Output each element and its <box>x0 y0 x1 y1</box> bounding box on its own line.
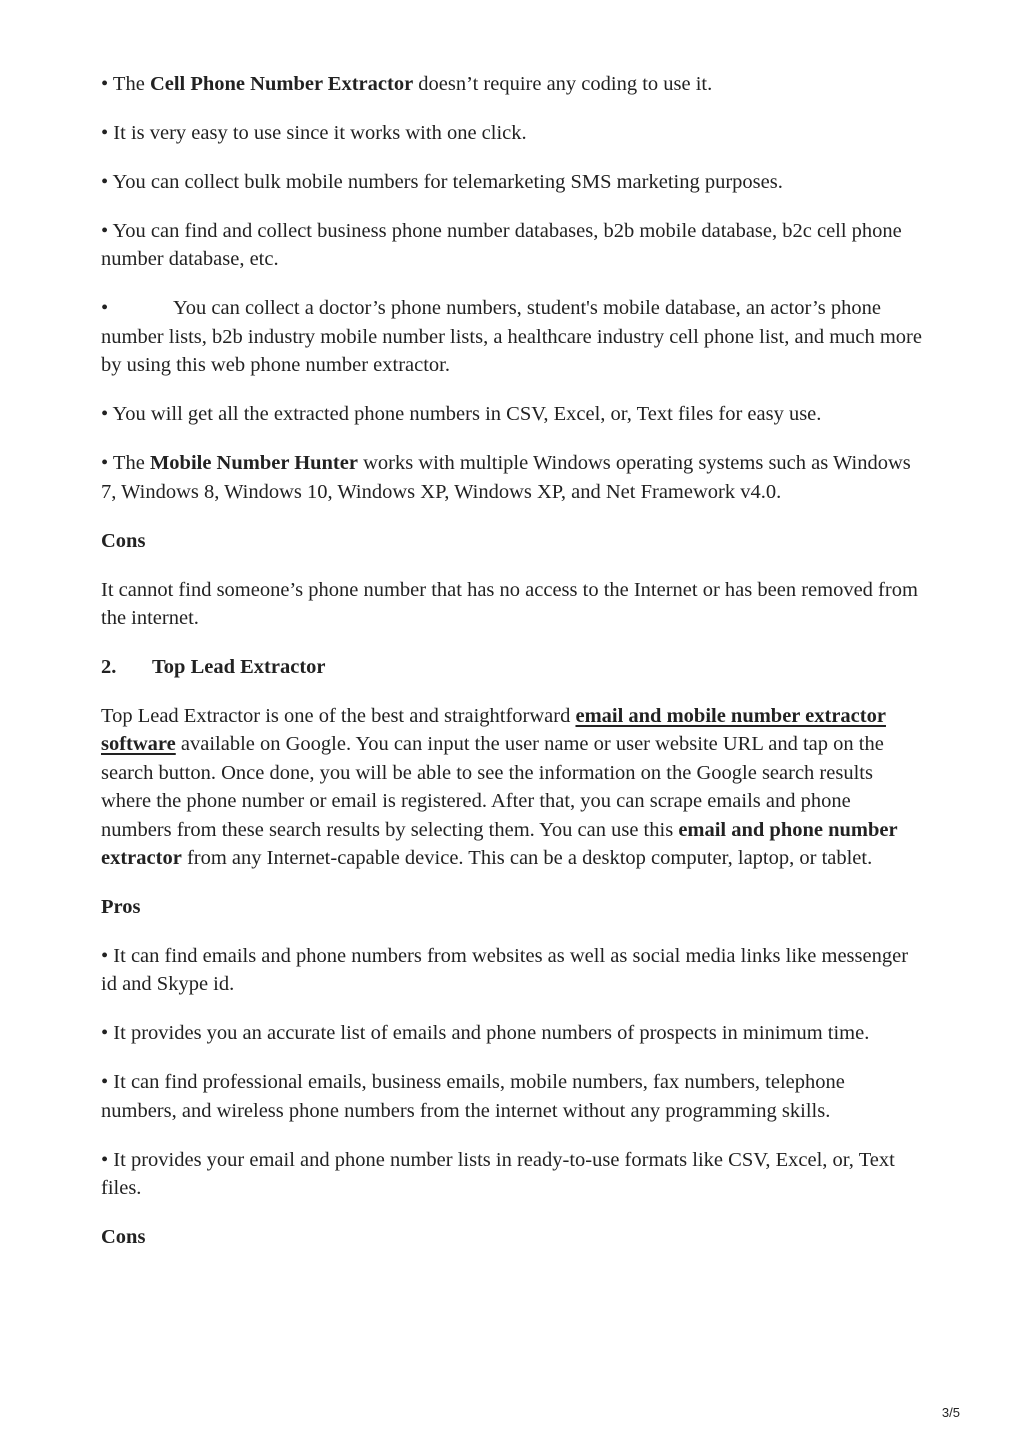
bold-term: email and phone number extractor <box>101 818 898 870</box>
bullet-text: You can collect a doctor’s phone numbers, student's mobile database, an actor’s phone number lists, b2b industry mobile number lists, a healthcare industry cell phone list, and much more by using this web phone number extractor. <box>101 297 922 377</box>
bullet-paragraph-1 <box>101 70 923 98</box>
bullet-paragraph-6: • You will get all the extracted phone numbers in CSV, Excel, or, Text files for easy use. <box>101 403 822 426</box>
text-prefix: • The <box>101 73 150 95</box>
text-prefix: • The <box>101 452 150 475</box>
intro-text-1: Top Lead Extractor is one of the best and straightforward <box>101 705 576 728</box>
bullet-marker: • <box>101 297 109 320</box>
intro-text-2: available on Google. You can input the user name or user website URL and tap on the search button. Once done, you will be able to see the information on the Google search results where the phone number or email is registered. After that, you can scrape emails and phone numbers from these search results by selecting them. You can use this <box>101 733 884 841</box>
section-title: Top Lead Extractor <box>152 656 326 679</box>
bullet-paragraph-2: • It is very easy to use since it works with one click. <box>101 122 527 144</box>
pros-item: • It provides your email and phone number lists in ready-to-use formats like CSV, Excel, or, Text files. <box>101 1148 895 1200</box>
pros-item: • It can find professional emails, business emails, mobile numbers, fax numbers, telephone numbers, and wireless phone numbers from the internet without any programming skills. <box>101 1071 845 1122</box>
pros-item: • It can find emails and phone numbers from websites as well as social media links like messenger id and Skype id. <box>101 945 909 996</box>
pros-heading: Pros <box>101 896 141 919</box>
bullet-paragraph-7 <box>101 449 923 506</box>
bold-term: Cell Phone Number Extractor <box>149 73 414 95</box>
bullet-paragraph-3: • You can collect bulk mobile numbers for telemarketing SMS marketing purposes. <box>101 171 783 193</box>
pros-item: • It provides you an accurate list of emails and phone numbers of prospects in minimum time. <box>101 1022 870 1045</box>
cons-heading-2: Cons <box>101 1226 146 1249</box>
intro-text-3: from any Internet-capable device. This can be a desktop computer, laptop, or tablet. <box>181 847 873 870</box>
intro-paragraph <box>101 702 923 872</box>
bullet-paragraph-4: • You can find and collect business phone number databases, b2b mobile database, b2c cell phone number database, etc. <box>101 220 902 271</box>
bullet-paragraph-5 <box>101 294 923 379</box>
text-suffix: works with multiple Windows operating systems such as Windows 7, Windows 8, Windows 10, Windows XP, Windows XP, and Net Framework v4.0. <box>101 452 911 503</box>
extractor-software-link[interactable]: email and mobile number extractor software <box>101 705 886 756</box>
page-number: 3/5 <box>941 1405 960 1420</box>
cons-heading: Cons <box>101 529 146 552</box>
section-number: 2. <box>101 656 117 679</box>
document-body <box>101 70 923 1272</box>
text-suffix: doesn’t require any coding to use it. <box>413 73 713 95</box>
section-heading <box>101 653 923 681</box>
cons-text: It cannot find someone’s phone number that has no access to the Internet or has been removed from the internet. <box>101 578 918 630</box>
bold-term: Mobile Number Hunter <box>149 452 358 475</box>
